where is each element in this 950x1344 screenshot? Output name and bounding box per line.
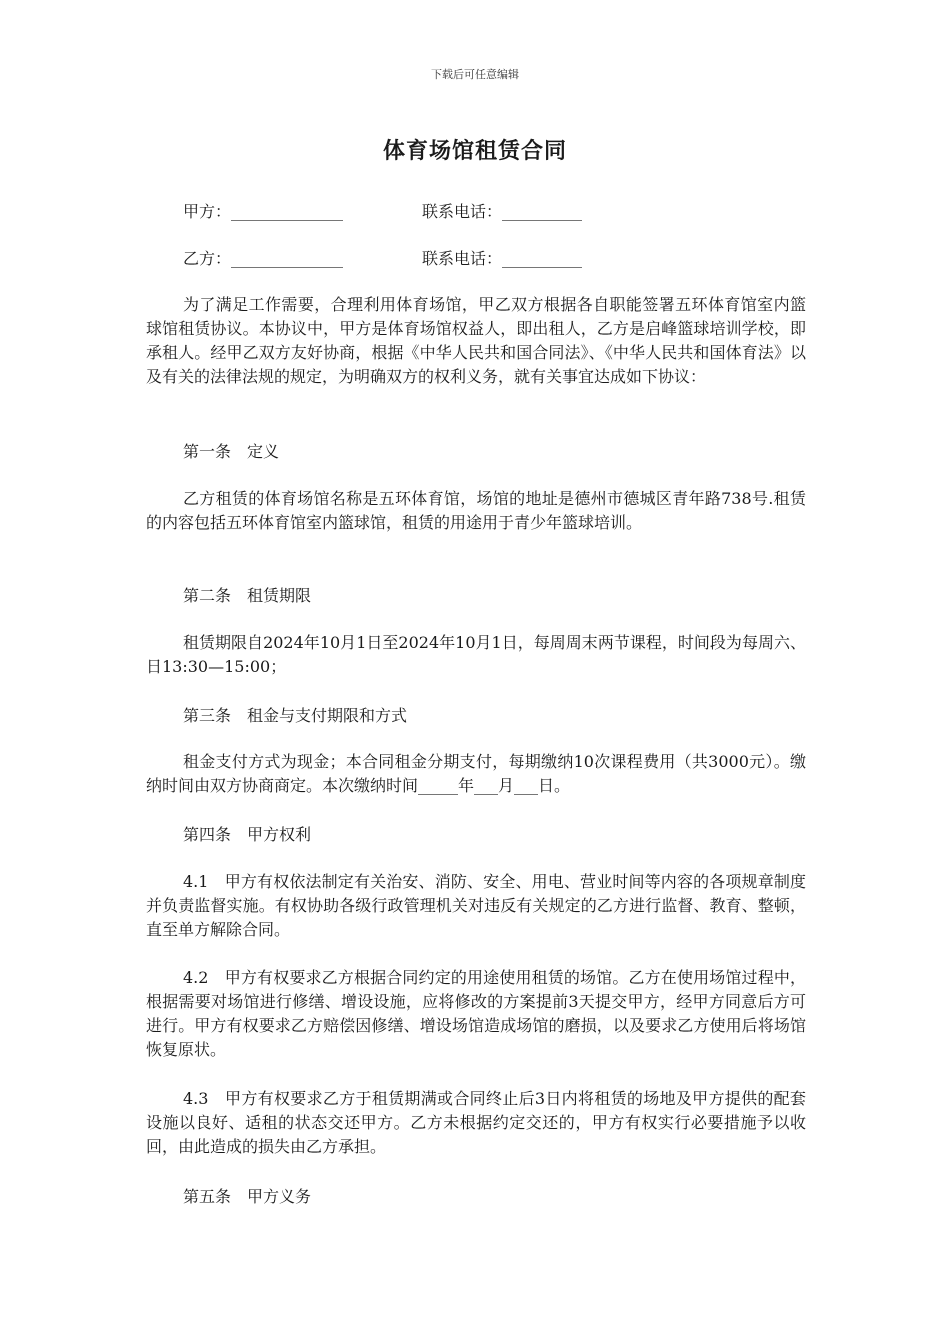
clause-4-1: 4.1 甲方有权依法制定有关治安、消防、安全、用电、营业时间等内容的各项规章制度并负责监督实施。有权协助各级行政管理机关对违反有关规定的乙方进行监督、教育、整顿，直至单方解除合同。: [146, 872, 806, 939]
section-3-heading: 第三条 租金与支付期限和方式: [183, 706, 408, 725]
party-a-label: 甲方：______________: [183, 202, 344, 221]
party-a-phone: 联系电话：__________: [422, 202, 583, 221]
party-b-row: [183, 246, 583, 269]
section-2-heading: 第二条 租赁期限: [183, 586, 312, 605]
party-a-row: [183, 199, 583, 222]
section-1-text: 乙方租赁的体育场馆名称是五环体育馆，场馆的地址是德州市德城区青年路738号.租赁的内容包括五环体育馆室内篮球馆，租赁的用途用于青少年篮球培训。: [146, 489, 806, 532]
party-b-phone: 联系电话：__________: [422, 249, 583, 268]
clause-4-2: 4.2 甲方有权要求乙方根据合同约定的用途使用租赁的场馆。乙方在使用场馆过程中，根据需要对场馆进行修缮、增设设施，应将修改的方案提前3天提交甲方，经甲方同意后方可进行。甲方有权要求乙方赔偿因修缮、增设场馆造成场馆的磨损，以及要求乙方使用后将场馆恢复原状。: [146, 968, 806, 1059]
party-b-label: 乙方：______________: [183, 249, 344, 268]
document-title: 体育场馆租赁合同: [382, 138, 567, 164]
section-4-heading: 第四条 甲方权利: [183, 825, 312, 844]
section-3-text: 租金支付方式为现金；本合同租金分期支付，每期缴纳10次课程费用（共3000元）。缴纳时间由双方协商商定。本次缴纳时间_____年___月___日。: [146, 752, 806, 795]
header-note: 下载后可任意编辑: [431, 68, 519, 81]
intro-paragraph: 为了满足工作需要，合理利用体育场馆，甲乙双方根据各自职能签署五环体育馆室内篮球馆租赁协议。本协议中，甲方是体育场馆权益人，即出租人，乙方是启峰篮球培训学校，即承租人。经甲乙双方友好协商，根据《中华人民共和国合同法》、《中华人民共和国体育法》以及有关的法律法规的规定，为明确双方的权利义务，就有关事宜达成如下协议：: [146, 295, 806, 386]
section-1-heading: 第一条 定义: [183, 442, 280, 461]
section-2-text: 租赁期限自2024年10月1日至2024年10月1日，每周周末两节课程，时间段为每周六、日13:30—15:00；: [146, 633, 806, 676]
section-5-heading: 第五条 甲方义务: [183, 1187, 312, 1206]
clause-4-3: 4.3 甲方有权要求乙方于租赁期满或合同终止后3日内将租赁的场地及甲方提供的配套设施以良好、适租的状态交还甲方。乙方未根据约定交还的，甲方有权实行必要措施予以收回，由此造成的损失由乙方承担。: [146, 1089, 806, 1156]
